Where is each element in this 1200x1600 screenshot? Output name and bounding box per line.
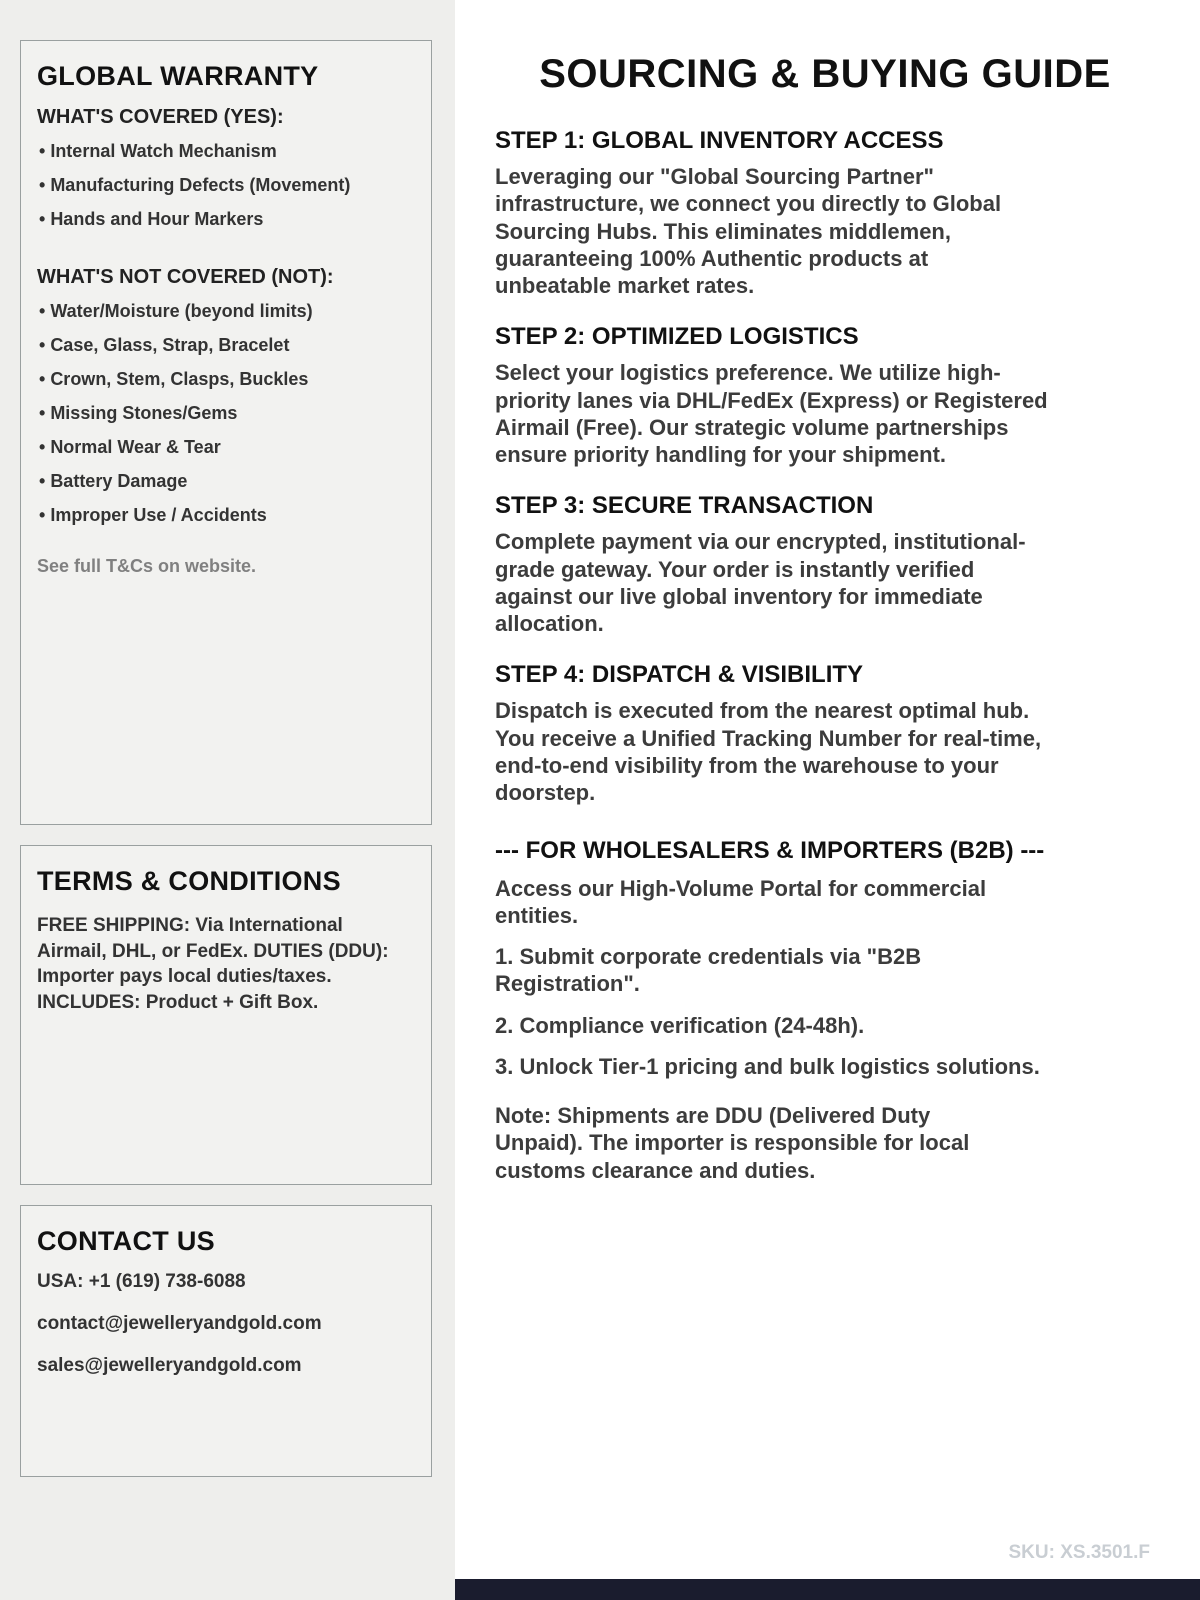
page-title: SOURCING & BUYING GUIDE bbox=[539, 52, 1111, 96]
list-item: • Normal Wear & Tear bbox=[37, 437, 415, 458]
sidebar bbox=[0, 0, 455, 1600]
list-item: • Missing Stones/Gems bbox=[37, 403, 415, 424]
step-body: Select your logistics preference. We utilize high-priority lanes via DHL/FedEx (Express) or Registered Airmail (Free). Our strategic volume partnerships ensure priority handling for your shipment. bbox=[495, 360, 1048, 468]
contact-box bbox=[20, 1205, 432, 1477]
list-item: • Crown, Stem, Clasps, Buckles bbox=[37, 369, 415, 390]
step-heading: STEP 3: SECURE TRANSACTION bbox=[495, 492, 874, 520]
step-4 bbox=[495, 661, 1155, 806]
list-item: • Internal Watch Mechanism bbox=[37, 141, 415, 162]
list-item: • Case, Glass, Strap, Bracelet bbox=[37, 335, 415, 356]
list-item: • Water/Moisture (beyond limits) bbox=[37, 301, 415, 322]
b2b-item-2: 2. Compliance verification (24-48h). bbox=[495, 1012, 865, 1038]
not-covered-list bbox=[37, 301, 415, 526]
step-heading: STEP 1: GLOBAL INVENTORY ACCESS bbox=[495, 127, 944, 154]
step-body: Leveraging our "Global Sourcing Partner" infrastructure, we connect you directly to Global Sourcing Hubs. This eliminates middlemen, guaranteeing 100% Authentic products at unbeatable market rates. bbox=[495, 164, 1002, 299]
bottom-bar bbox=[455, 1579, 1200, 1600]
terms-body: FREE SHIPPING: Via International Airmail, DHL, or FedEx. DUTIES (DDU): Importer pays local duties/taxes. INCLUDES: Product + Gift Box. bbox=[37, 915, 389, 1013]
step-body: Complete payment via our encrypted, institutional-grade gateway. Your order is instantly verified against our live global inventory for immediate allocation. bbox=[495, 529, 1026, 637]
contact-email-primary: contact@jewelleryandgold.com bbox=[37, 1313, 322, 1334]
list-item: • Manufacturing Defects (Movement) bbox=[37, 175, 415, 196]
step-heading: STEP 4: DISPATCH & VISIBILITY bbox=[495, 661, 864, 689]
terms-box bbox=[20, 845, 432, 1185]
covered-heading: WHAT'S COVERED (YES): bbox=[37, 106, 284, 128]
list-item: • Hands and Hour Markers bbox=[37, 209, 415, 230]
contact-phone: USA: +1 (619) 738-6088 bbox=[37, 1271, 246, 1292]
contact-title: CONTACT US bbox=[37, 1226, 215, 1256]
list-item: • Improper Use / Accidents bbox=[37, 505, 415, 526]
b2b-heading: --- FOR WHOLESALERS & IMPORTERS (B2B) --- bbox=[495, 836, 1045, 864]
b2b-note: Note: Shipments are DDU (Delivered Duty Unpaid). The importer is responsible for local customs clearance and duties. bbox=[495, 1103, 970, 1183]
main-content bbox=[455, 0, 1200, 1600]
list-item: • Battery Damage bbox=[37, 471, 415, 492]
contact-email-sales: sales@jewelleryandgold.com bbox=[37, 1355, 302, 1376]
not-covered-heading: WHAT'S NOT COVERED (NOT): bbox=[37, 266, 334, 288]
step-3 bbox=[495, 492, 1155, 637]
covered-list bbox=[37, 141, 415, 230]
step-2 bbox=[495, 323, 1155, 468]
b2b-item-1: 1. Submit corporate credentials via "B2B Registration". bbox=[495, 944, 922, 997]
warranty-title: GLOBAL WARRANTY bbox=[37, 61, 319, 91]
step-1 bbox=[495, 127, 1155, 299]
warranty-footnote: See full T&Cs on website. bbox=[37, 556, 257, 576]
b2b-section bbox=[495, 837, 1155, 1184]
terms-title: TERMS & CONDITIONS bbox=[37, 866, 341, 896]
warranty-box bbox=[20, 40, 432, 825]
step-heading: STEP 2: OPTIMIZED LOGISTICS bbox=[495, 323, 859, 351]
b2b-item-3: 3. Unlock Tier-1 pricing and bulk logistics solutions. bbox=[495, 1053, 1040, 1079]
step-body: Dispatch is executed from the nearest optimal hub. You receive a Unified Tracking Number for real-time, end-to-end visibility from the warehouse to your doorstep. bbox=[495, 698, 1042, 806]
sku-label: SKU: XS.3501.F bbox=[1008, 1542, 1150, 1563]
b2b-intro: Access our High-Volume Portal for commercial entities. bbox=[495, 875, 987, 928]
